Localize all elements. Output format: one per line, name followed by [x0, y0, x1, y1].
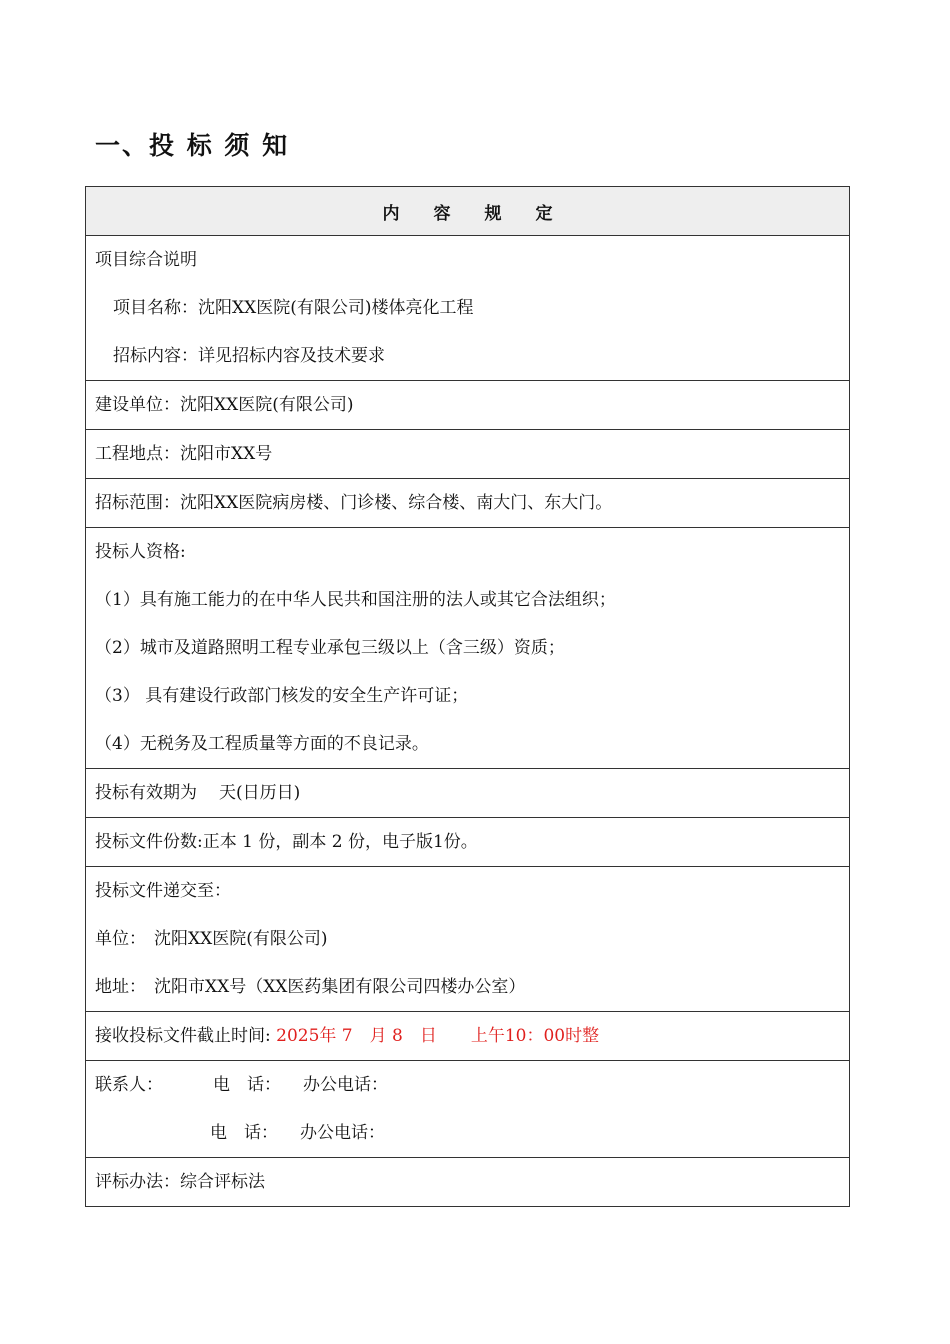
qualification-heading: 投标人资格:: [95, 542, 186, 562]
table-row: [86, 818, 850, 867]
table-row: [86, 430, 850, 479]
project-name: 项目名称：沈阳XX医院(有限公司)楼体亮化工程: [113, 298, 474, 318]
project-location: 工程地点：沈阳市XX号: [95, 444, 273, 464]
table-row: [86, 769, 850, 818]
document-copies: 投标文件份数:正本 1 份，副本 2 份，电子版1份。: [95, 832, 478, 852]
table-row: [86, 528, 850, 769]
table-row: [86, 867, 850, 1012]
contact-phone-label: 电 话：: [213, 1075, 281, 1095]
submission-heading: 投标文件递交至：: [95, 881, 231, 901]
submission-unit-label: 单位：: [95, 929, 146, 949]
qualification-item-4: （4）无税务及工程质量等方面的不良记录。: [95, 734, 429, 754]
submission-cell: [86, 867, 850, 1012]
submission-address-label: 地址：: [95, 977, 146, 997]
table-row: [86, 187, 850, 236]
contact-cell: [86, 1061, 850, 1158]
builder-cell: [86, 381, 850, 430]
deadline-cell: [86, 1012, 850, 1061]
bid-content: 招标内容：详见招标内容及技术要求: [113, 346, 385, 366]
table-row: [86, 479, 850, 528]
validity-unit: 天(日历日): [219, 783, 301, 803]
section-title: 一、投 标 须 知: [95, 131, 290, 160]
qualification-item-2: （2）城市及道路照明工程专业承包三级以上（含三级）资质；: [95, 638, 565, 658]
table-row: [86, 381, 850, 430]
contact-office-label: 办公电话：: [300, 1123, 385, 1143]
builder-unit: 建设单位：沈阳XX医院(有限公司): [95, 395, 354, 415]
deadline-value: 2025年 7 月 8 日 上午10：00时整: [276, 1026, 600, 1046]
overview-heading: 项目综合说明: [95, 250, 197, 270]
submission-unit-value: 沈阳XX医院(有限公司): [154, 929, 328, 949]
table-header: 内 容 规 定: [86, 187, 850, 236]
evaluation-method: 评标办法：综合评标法: [95, 1172, 265, 1192]
bid-notice-table: [85, 186, 850, 1207]
contact-label: 联系人：: [95, 1075, 163, 1095]
contact-line-1: [95, 1061, 840, 1109]
table-row: [86, 1158, 850, 1207]
validity-line: [95, 769, 840, 817]
contact-line-2: [95, 1109, 840, 1157]
copies-cell: [86, 818, 850, 867]
submission-address-value: 沈阳市XX号（XX医药集团有限公司四楼办公室）: [154, 977, 526, 997]
deadline-label: 接收投标文件截止时间:: [95, 1026, 271, 1046]
qualification-item-1: （1）具有施工能力的在中华人民共和国注册的法人或其它合法组织；: [95, 590, 616, 610]
table-row: [86, 1012, 850, 1061]
submission-unit: [95, 915, 840, 963]
evaluation-cell: [86, 1158, 850, 1207]
scope-cell: [86, 479, 850, 528]
contact-office-label: 办公电话：: [303, 1075, 388, 1095]
qualification-item-3: （3） 具有建设行政部门核发的安全生产许可证；: [95, 686, 469, 706]
bid-scope: 招标范围：沈阳XX医院病房楼、门诊楼、综合楼、南大门、东大门。: [95, 493, 613, 513]
submission-address: [95, 963, 840, 1011]
table-row: [86, 1061, 850, 1158]
qualification-cell: [86, 528, 850, 769]
validity-label: 投标有效期为: [95, 783, 197, 803]
contact-phone-label: 电 话：: [210, 1123, 278, 1143]
overview-cell: [86, 236, 850, 381]
deadline-line: [95, 1012, 840, 1060]
table-row: [86, 236, 850, 381]
validity-cell: [86, 769, 850, 818]
location-cell: [86, 430, 850, 479]
